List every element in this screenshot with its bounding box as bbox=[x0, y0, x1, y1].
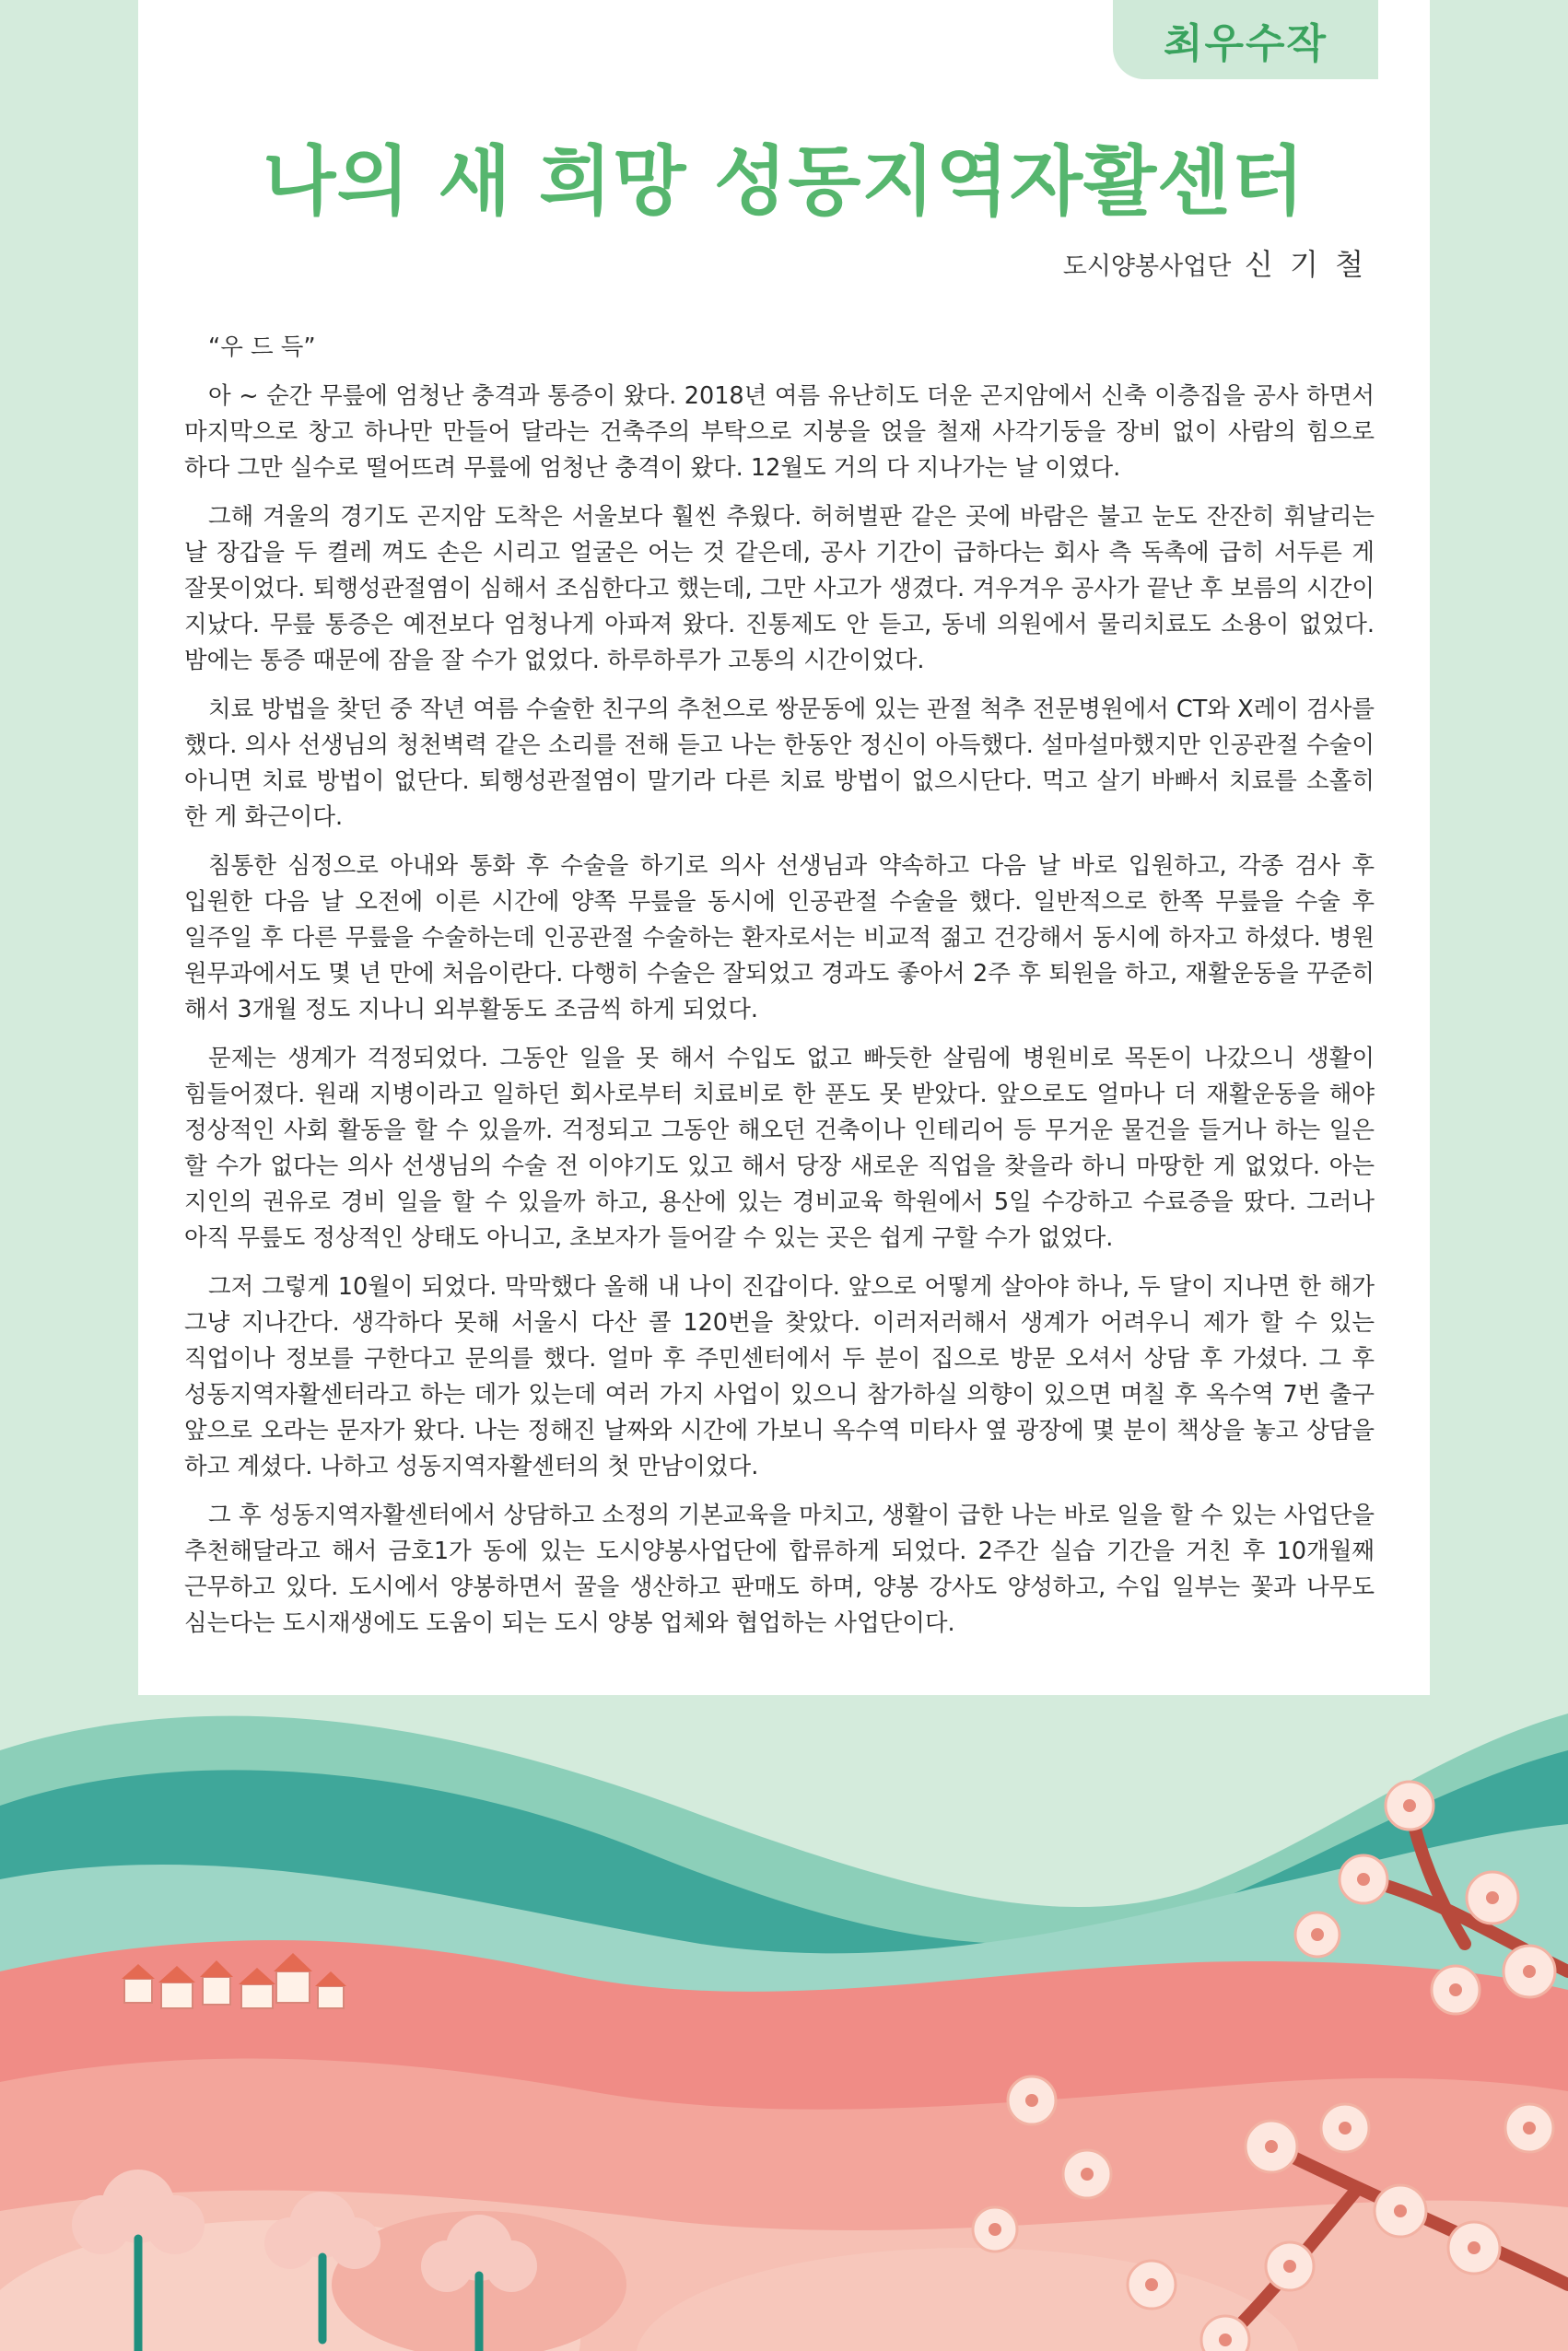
paragraph: 아 ~ 순간 무릎에 엄청난 충격과 통증이 왔다. 2018년 여름 유난히도 더운 곤지암에서 신축 이층집을 공사 하면서 마지막으로 창고 하나만 만들어 달라는 건축주의 부탁으로 지붕을 얹을 철재 사각기둥을 장비 없이 사람의 힘으로 하다 그만 실수로 떨어뜨려 무릎에 엄청난 충격이 왔다. 12월도 거의 다 지나가는 날 이였다. bbox=[184, 382, 1375, 482]
byline bbox=[1063, 241, 1367, 284]
author-name: 신 기 철 bbox=[1244, 247, 1367, 282]
author-org: 도시양봉사업단 bbox=[1062, 252, 1232, 281]
article-body bbox=[184, 330, 1375, 1655]
paragraph: 문제는 생계가 걱정되었다. 그동안 일을 못 해서 수입도 없고 빠듯한 살림에 병원비로 목돈이 나갔으니 생활이 힘들어졌다. 원래 지병이라고 일하던 회사로부터 치료비로 한 푼도 못 받았다. 앞으로도 얼마나 더 재활운동을 해야 정상적인 사회 활동을 할 수 있을까. 걱정되고 그동안 해오던 건축이나 인테리어 등 무거운 물건을 들거나 하는 일은 할 수가 없다는 의사 선생님의 수술 전 이야기도 있고 해서 당장 새로운 직업을 찾을라 하니 마땅한 게 없었다. 아는 지인의 권유로 경비 일을 할 수 있을까 하고, 용산에 있는 경비교육 학원에서 5일 수강하고 수료증을 땄다. 그러나 아직 무릎도 정상적인 상태도 아니고, 초보자가 들어갈 수 있는 곳은 쉽게 구할 수가 없었다. bbox=[184, 1045, 1375, 1252]
paragraph: 그저 그렇게 10월이 되었다. 막막했다 올해 내 나이 진갑이다. 앞으로 어떻게 살아야 하나, 두 달이 지나면 한 해가 그냥 지나간다. 생각하다 못해 서울시 다산 콜 120번을 찾았다. 이러저러해서 생계가 어려우니 제가 할 수 있는 직업이나 정보를 구한다고 문의를 했다. 얼마 후 주민센터에서 두 분이 집으로 방문 오셔서 상담 후 가셨다. 그 후 성동지역자활센터라고 하는 데가 있는데 여러 가지 사업이 있으니 참가하실 의향이 있으면 며칠 후 옥수역 7번 출구 앞으로 오라는 문자가 왔다. 나는 정해진 날짜와 시간에 가보니 옥수역 미타사 옆 광장에 몇 분이 책상을 놓고 상담을 하고 계셨다. 나하고 성동지역자활센터의 첫 만남이었다. bbox=[184, 1273, 1375, 1480]
paragraph: “우 드 득” bbox=[208, 333, 316, 361]
award-badge: 최우수작 bbox=[1113, 0, 1378, 79]
hills-village-cherry-blossom-illustration bbox=[0, 1695, 1568, 2351]
paragraph: 그해 겨울의 경기도 곤지암 도착은 서울보다 훨씬 추웠다. 허허벌판 같은 곳에 바람은 불고 눈도 잔잔히 휘날리는 날 장갑을 두 켤레 껴도 손은 시리고 얼굴은 어는 것 같은데, 공사 기간이 급하다는 회사 측 독촉에 급히 서두른 게 잘못이었다. 퇴행성관절염이 심해서 조심한다고 했는데, 그만 사고가 생겼다. 겨우겨우 공사가 끝난 후 보름의 시간이 지났다. 무릎 통증은 예전보다 엄청나게 아파져 왔다. 진통제도 안 듣고, 동네 의원에서 물리치료도 소용이 없었다. 밤에는 통증 때문에 잠을 잘 수가 없었다. 하루하루가 고통의 시간이었다. bbox=[184, 503, 1375, 674]
page-title: 나의 새 희망 성동지역자활센터 bbox=[263, 138, 1305, 226]
paragraph: 그 후 성동지역자활센터에서 상담하고 소정의 기본교육을 마치고, 생활이 급한 나는 바로 일을 할 수 있는 사업단을 추천해달라고 해서 금호1가 동에 있는 도시양봉사업단에 합류하게 되었다. 2주간 실습 기간을 거친 후 10개월째 근무하고 있다. 도시에서 양봉하면서 꿀을 생산하고 판매도 하며, 양봉 강사도 양성하고, 수입 일부는 꽃과 나무도 심는다는 도시재생에도 도움이 되는 도시 양봉 업체와 협업하는 사업단이다. bbox=[184, 1502, 1375, 1637]
paragraph: 침통한 심정으로 아내와 통화 후 수술을 하기로 의사 선생님과 약속하고 다음 날 바로 입원하고, 각종 검사 후 입원한 다음 날 오전에 이른 시간에 양쪽 무릎을 동시에 인공관절 수술을 했다. 일반적으로 한쪽 무릎을 수술 후 일주일 후 다른 무릎을 수술하는데 인공관절 수술하는 환자로서는 비교적 젊고 건강해서 동시에 하자고 하셨다. 병원 원무과에서도 몇 년 만에 처음이란다. 다행히 수술은 잘되었고 경과도 좋아서 2주 후 퇴원을 하고, 재활운동을 꾸준히 해서 3개월 정도 지나니 외부활동도 조금씩 하게 되었다. bbox=[184, 852, 1375, 1023]
paragraph: 치료 방법을 찾던 중 작년 여름 수술한 친구의 추천으로 쌍문동에 있는 관절 척추 전문병원에서 CT와 X레이 검사를 했다. 의사 선생님의 청천벽력 같은 소리를 전해 듣고 나는 한동안 정신이 아득했다. 설마설마했지만 인공관절 수술이 아니면 치료 방법이 없단다. 퇴행성관절염이 말기라 다른 치료 방법이 없으시단다. 먹고 살기 바빠서 치료를 소홀히 한 게 화근이다. bbox=[184, 696, 1375, 831]
